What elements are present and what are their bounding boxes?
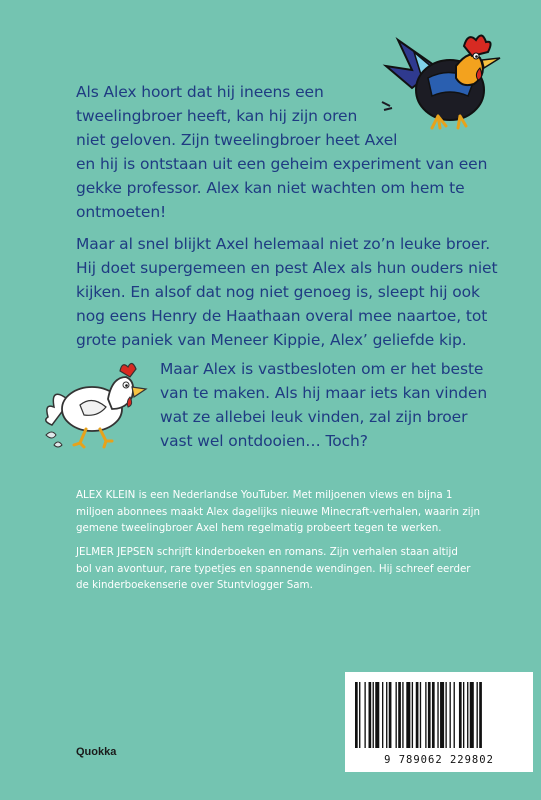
barcode-bar (369, 682, 372, 748)
chicken-icon (40, 355, 155, 450)
barcode-bar (437, 682, 438, 748)
bio-line: JELMER JEPSEN schrijft kinderboeken en romans. Zijn verhalen staan altijd (76, 546, 458, 558)
barcode-bar (445, 682, 446, 748)
bio-line: miljoen abonnees maakt Alex dagelijks nieuwe Minecraft-verhalen, waarin zijn (76, 505, 480, 518)
barcode-bar (477, 682, 478, 748)
barcode-bar (454, 682, 455, 748)
isbn-number: 9 789062 229802 (384, 754, 494, 766)
barcode-bar (420, 682, 421, 748)
blurb-line: van te maken. Als hij maar iets kan vinden (160, 384, 488, 402)
blurb-paragraph-2 (76, 232, 497, 352)
blurb-line: en hij is ontstaan uit een geheim experiment van een (76, 155, 488, 173)
barcode-bar (355, 682, 358, 748)
coauthor-bio (76, 544, 471, 594)
barcode-bar (382, 682, 383, 748)
barcode-bar (398, 682, 401, 748)
barcode-bar (463, 682, 464, 748)
blurb-line: Hij doet supergemeen en pest Alex als hun ouders niet (76, 259, 498, 277)
barcode-bar (406, 682, 410, 748)
blurb-line: nog eens Henry de Haathaan overal mee naartoe, tot (76, 307, 488, 325)
blurb-line: Maar al snel blijkt Axel helemaal niet zo’n leuke broer. (76, 235, 491, 253)
bio-line: gemene tweelingbroer Axel hem regelmatig probeert tegen te werken. (76, 522, 442, 534)
barcode-bar (470, 682, 474, 748)
barcode (345, 672, 533, 772)
barcode-bar (459, 682, 462, 748)
barcode-bar (428, 682, 431, 748)
barcode-bar (432, 682, 435, 748)
barcode-bars (353, 682, 525, 752)
barcode-bar (364, 682, 365, 748)
blurb-line: tweelingbroer heeft, kan hij zijn oren (76, 107, 358, 125)
barcode-bar (467, 682, 468, 748)
barcode-bar (479, 682, 482, 748)
blurb-line: grote paniek van Meneer Kippie, Alex’ geliefde kip. (76, 331, 467, 349)
publisher-logo: Quokka (76, 746, 117, 758)
blurb-line: gekke professor. Alex kan niet wachten om hem te (76, 179, 465, 197)
blurb-line: ontmoeten! (76, 203, 167, 221)
barcode-bar (389, 682, 392, 748)
blurb-paragraph-3 (160, 357, 487, 453)
blurb-line: Als Alex hoort dat hij ineens een (76, 83, 324, 101)
barcode-bar (412, 682, 413, 748)
barcode-bar (359, 682, 360, 748)
bio-line: bol van avontuur, rare typetjes en spannende wendingen. Hij schreef eerder (76, 562, 471, 575)
barcode-bar (416, 682, 419, 748)
barcode-bar (386, 682, 387, 748)
barcode-bar (402, 682, 403, 748)
blurb-line: vast wel ontdooien… Toch? (160, 432, 368, 450)
blurb-line: niet geloven. Zijn tweelingbroer heet Axel (76, 131, 398, 149)
blurb-line: wat ze allebei leuk vinden, zal zijn broer (160, 408, 468, 426)
barcode-bar (425, 682, 426, 748)
blurb-line: kijken. En alsof dat nog niet genoeg is, sleept hij ook (76, 283, 480, 301)
blurb-line: Maar Alex is vastbesloten om er het beste (160, 360, 484, 378)
author-bio (76, 487, 480, 537)
barcode-bar (375, 682, 379, 748)
barcode-bar (373, 682, 374, 748)
blurb-paragraph-1 (76, 80, 487, 224)
barcode-bar (450, 682, 451, 748)
bio-line: ALEX KLEIN is een Nederlandse YouTuber. Met miljoenen views en bijna 1 (76, 489, 453, 501)
bio-line: de kinderboekenserie over Stuntvlogger Sam. (76, 579, 313, 591)
barcode-bar (396, 682, 397, 748)
barcode-bar (440, 682, 444, 748)
